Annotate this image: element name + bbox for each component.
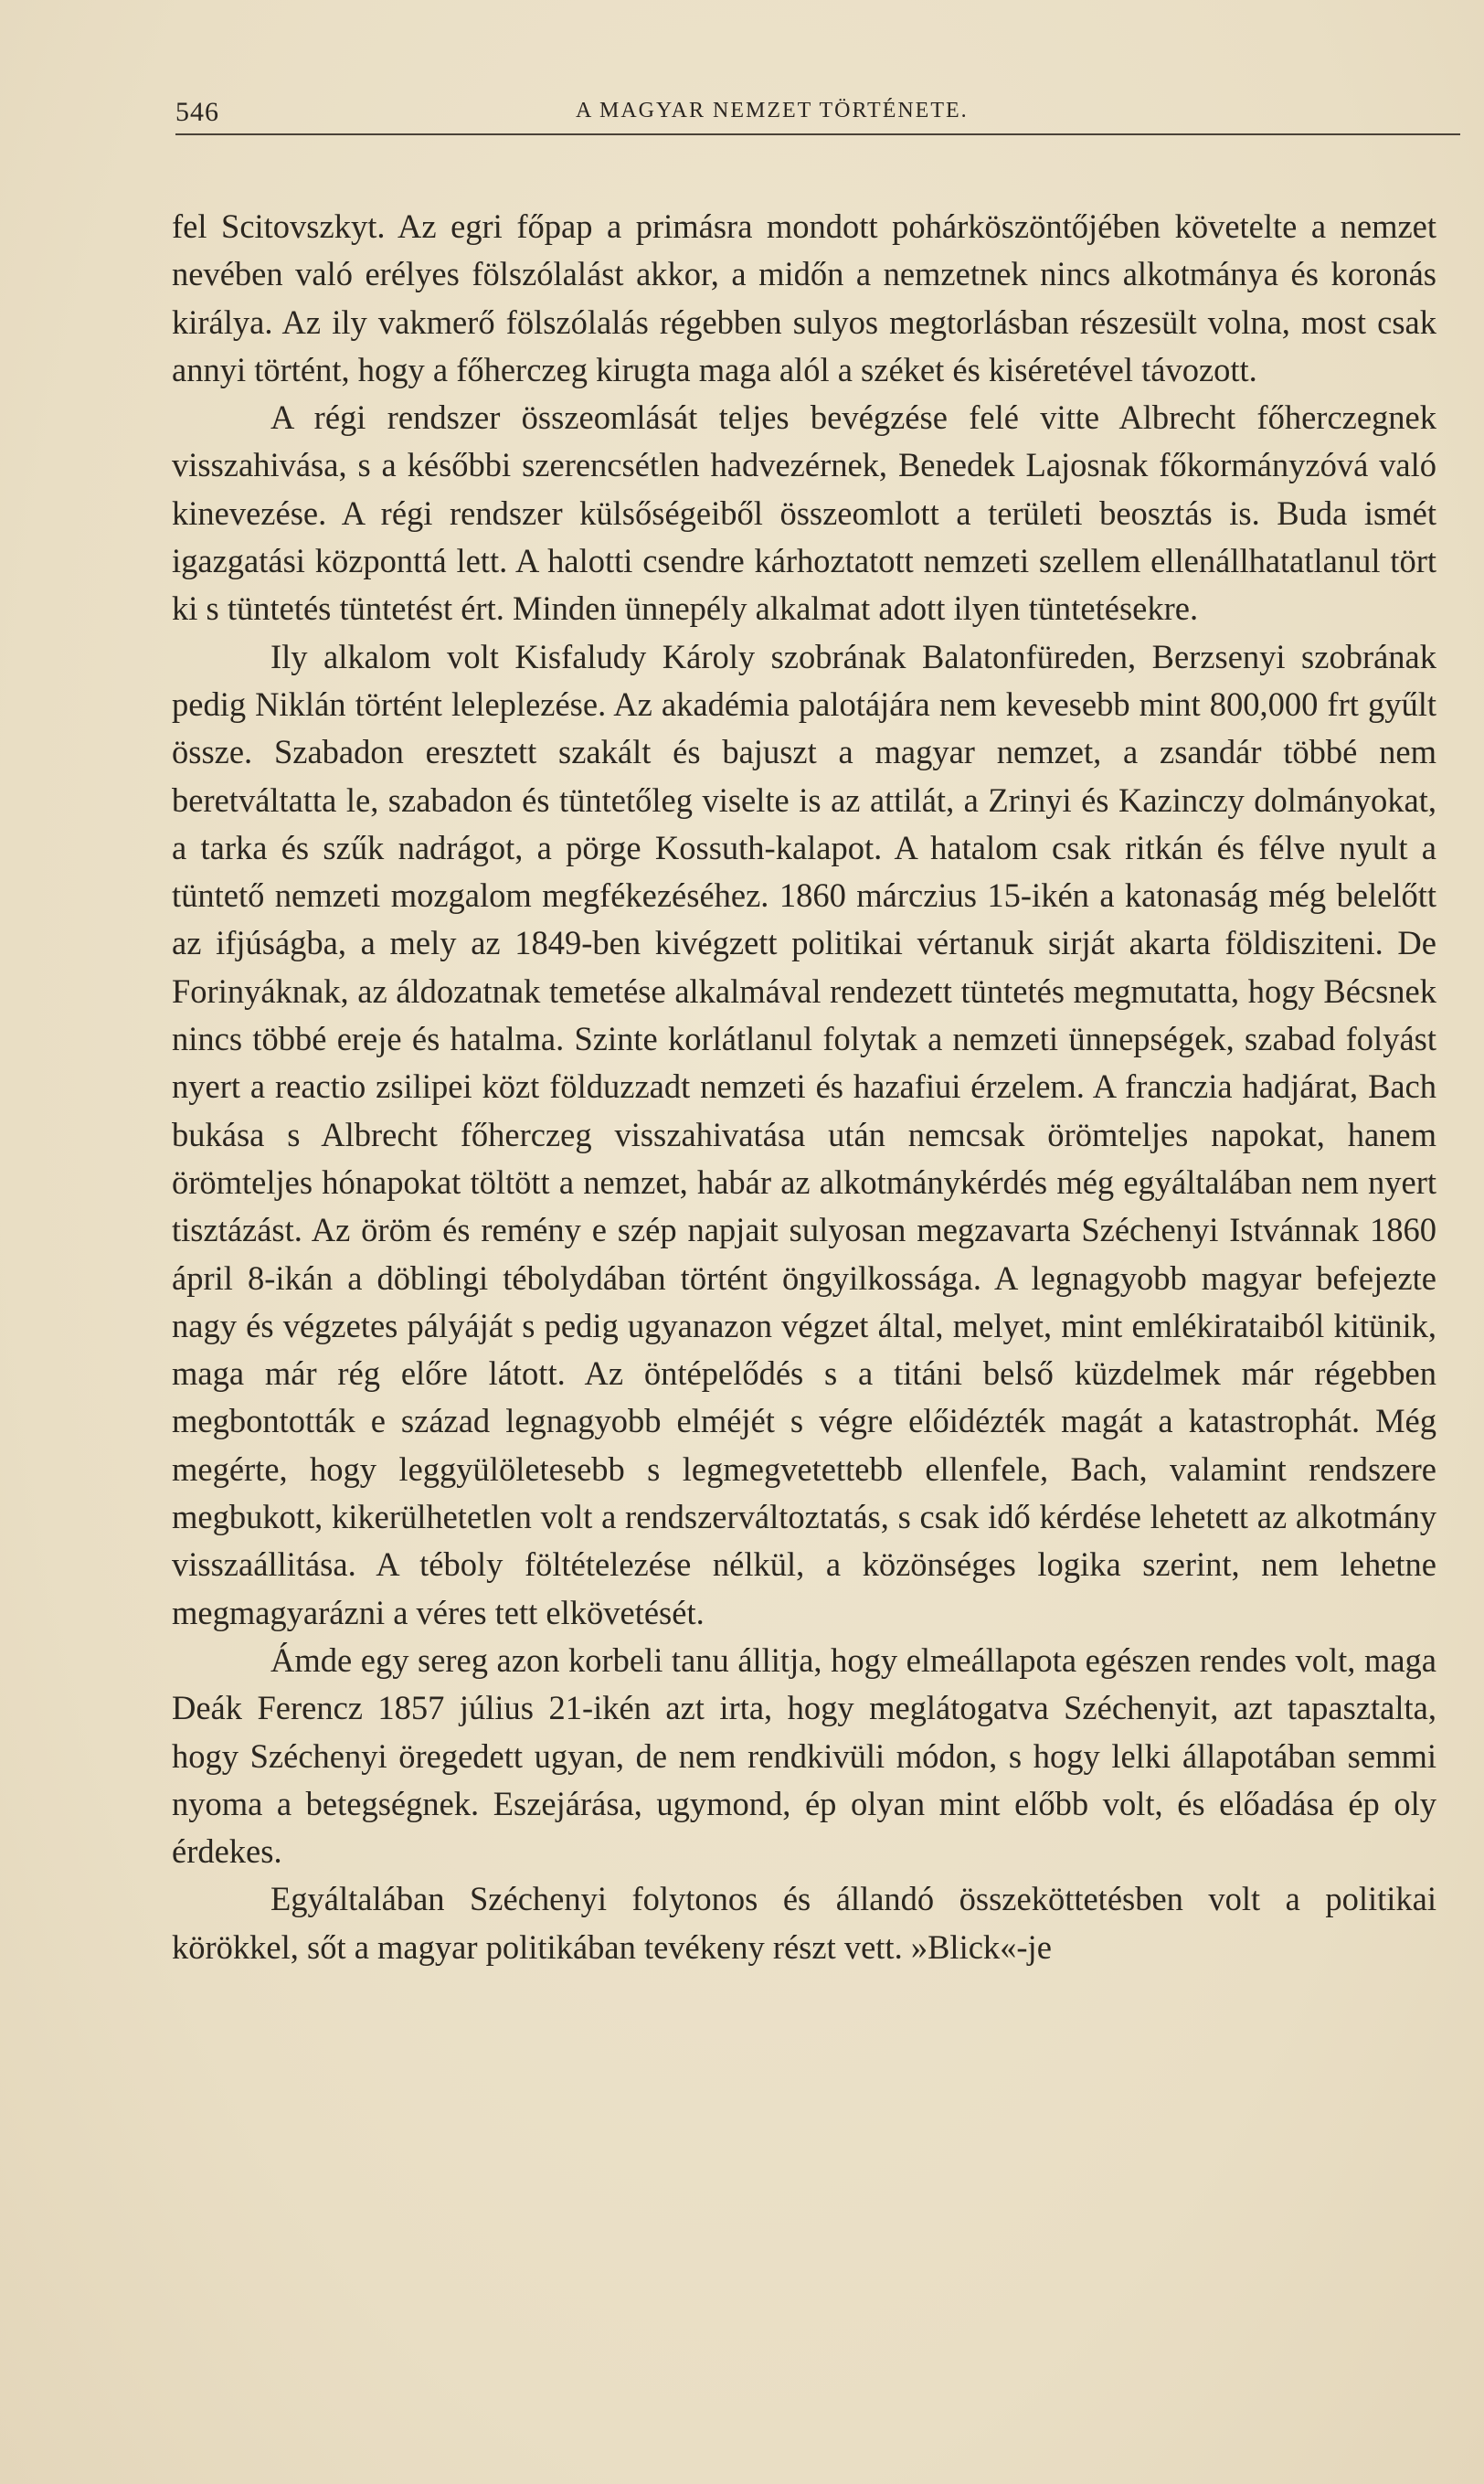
paragraph-4: Ámde egy sereg azon korbeli tanu állitja, hogy elmeállapota egészen rendes volt, maga Deák Ferencz 1857 július 21-ikén azt irta, hogy meglátogatva Széchenyit, azt tapasztalta, hogy Széchenyi öregedett ugyan, de nem rendkivüli módon, s hogy lelki állapotában semmi nyoma a betegségnek. Eszejárása, ugymond, ép olyan mint előbb volt, és előadása ép oly érdekes. xyxy=(172,1640,1436,1871)
running-title: A MAGYAR NEMZET TÖRTÉNETE. xyxy=(576,99,969,122)
paragraph-1: fel Scitovszkyt. Az egri főpap a primásra mondott pohárköszöntőjében követelte a nemzet nevében való erélyes fölszólalást akkor, a midőn a nemzetnek nincs alkotmánya és koronás királya. Az ily vakmerő fölszólalás régebben sulyos megtorlásban részesült volna, most csak annyi történt, hogy a főherczeg kirugta maga alól a széket és kiséretével távozott. xyxy=(172,207,1436,388)
paragraph-3: Ily alkalom volt Kisfaludy Károly szobrának Balatonfüreden, Berzsenyi szobrának pedig Niklán történt leleplezése. Az akadémia palotájára nem kevesebb mint 800,000 frt gyűlt össze. Szabadon eresztett szakált és bajuszt a magyar nemzet, a zsandár többé nem beretváltatta le, szabadon és tüntetőleg viselte is az attilát, a Zrinyi és Kazinczy dolmányokat, a tarka és szűk nadrágot, a pörge Kossuth-kalapot. A hatalom csak ritkán és félve nyult a tüntető nemzeti mozgalom megfékezéséhez. 1860 márczius 15-ikén a katonaság még belelőtt az ifjúságba, a mely az 1849-ben kivégzett politikai vértanuk sirját akarta földisziteni. De Forinyáknak, az áldozatnak temetése alkalmával rendezett tüntetés megmutatta, hogy Bécsnek nincs többé ereje és hatalma. Szinte korlátlanul folytak a nemzeti ünnepségek, szabad folyást nyert a reactio zsilipei közt földuzzadt nemzeti és hazafiui érzelem. A franczia hadjárat, Bach bukása s Albrecht főherczeg visszahivatása után nemcsak örömteljes napokat, hanem örömteljes hónapokat töltött a nemzet, habár az alkotmánykérdés még egyáltalában nem nyert tisztázást. Az öröm és remény e szép napjait sulyosan megzavarta Széchenyi Istvánnak 1860 ápril 8-ikán a döblingi tébolydában történt öngyilkossága. A legnagyobb magyar befejezte nagy és végzetes pályáját s pedig ugyanazon végzet által, melyet, mint emlékirataiból kitünik, maga már rég előre látott. Az öntépelődés s a titáni belső küzdelmek már régebben megbontották e század legnagyobb elméjét s végre előidézték magát a katastrophát. Még megérte, hogy leggyülöletesebb s legmegvetettebb ellenfele, Bach, valamint rendszere megbukott, kikerülhetetlen volt a rendszerváltoztatás, s csak idő kérdése lehetett az alkotmány visszaállitása. A téboly föltételezése nélkül, a közönséges logika szerint, nem lehetne megmagyarázni a véres tett elkövetését. xyxy=(172,637,1436,1631)
paragraph-2: A régi rendszer összeomlását teljes bevégzése felé vitte Albrecht főherczegnek visszahivása, s a későbbi szerencsétlen hadvezérnek, Benedek Lajosnak főkormányzóvá való kinevezése. A régi rendszer külsőségeiből összeomlott a területi beosztás is. Buda ismét igazgatási központtá lett. A halotti csendre kárhoztatott nemzeti szellem ellenállhatatlanul tört ki s tüntetés tüntetést ért. Minden ünnepély alkalmat adott ilyen tüntetésekre. xyxy=(172,398,1436,628)
body-text xyxy=(172,203,1436,1971)
header-rule xyxy=(175,133,1460,135)
running-header xyxy=(175,91,1460,135)
paragraph-5: Egyáltalában Széchenyi folytonos és állandó összeköttetésben volt a politikai körökkel, sőt a magyar politikában tevékeny részt vett. »Blick«-je xyxy=(172,1880,1436,1966)
page-number: 546 xyxy=(175,97,219,127)
